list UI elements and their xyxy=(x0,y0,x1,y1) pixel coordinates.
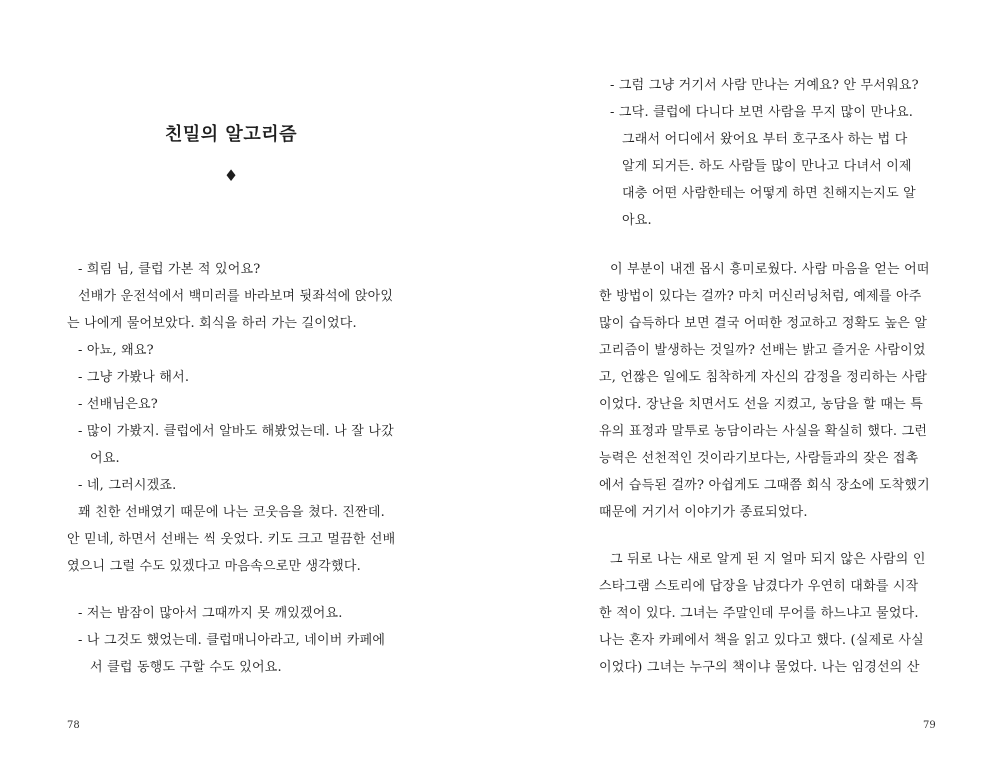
body-line: 한 방법이 있다는 걸까? 마치 머신러닝처럼, 예제를 아주 xyxy=(599,289,922,304)
body-line: 꽤 친한 선배였기 때문에 나는 코웃음을 쳤다. 진짠데. xyxy=(78,505,385,520)
body-line: 선배가 운전석에서 백미러를 바라보며 뒷좌석에 앉아있 xyxy=(78,289,394,304)
body-line: 어요. xyxy=(90,451,120,466)
body-line: - 선배님은요? xyxy=(78,397,158,412)
body-line: - 희림 님, 클럽 가본 적 있어요? xyxy=(78,262,261,277)
body-line: 나는 혼자 카페에서 책을 읽고 있다고 했다. (실제로 사실 xyxy=(599,633,924,648)
diamond-ornament-icon: ♦ xyxy=(223,166,239,185)
body-line: 안 믿네, 하면서 선배는 씩 웃었다. 키도 크고 멀끔한 선배 xyxy=(67,532,396,547)
body-line: - 네, 그러시겠죠. xyxy=(78,478,177,493)
body-line: - 그닥. 클럽에 다니다 보면 사람을 무지 많이 만나요. xyxy=(610,105,914,120)
body-line: 대충 어떤 사람한테는 어떻게 하면 친해지는지도 알 xyxy=(622,186,916,201)
body-line: - 저는 밤잠이 많아서 그때까지 못 깨있겠어요. xyxy=(78,606,343,621)
body-line: - 많이 가봤지. 클럽에서 알바도 해봤었는데. 나 잘 나갔 xyxy=(78,424,394,439)
body-line: 많이 습득하다 보면 결국 어떠한 정교하고 정확도 높은 알 xyxy=(599,316,928,331)
body-line: 그래서 어디에서 왔어요 부터 호구조사 하는 법 다 xyxy=(622,132,908,147)
right-page xyxy=(500,0,1000,781)
body-line: 이었다) 그녀는 누구의 책이냐 물었다. 나는 임경선의 산 xyxy=(599,660,920,675)
body-line: 이 부분이 내겐 몹시 흥미로웠다. 사람 마음을 얻는 어떠 xyxy=(610,262,930,277)
body-line: 였으니 그럴 수도 있겠다고 마음속으로만 생각했다. xyxy=(67,559,361,574)
body-line: - 그럼 그냥 거기서 사람 만나는 거예요? 안 무서워요? xyxy=(610,78,919,93)
body-line: 고리즘이 발생하는 것일까? 선배는 밝고 즐거운 사람이었 xyxy=(599,343,926,358)
body-line: 한 적이 있다. 그녀는 주말인데 무어를 하느냐고 물었다. xyxy=(599,606,919,621)
body-line: 에서 습득된 걸까? 아쉽게도 그때쯤 회식 장소에 도착했기 xyxy=(599,478,930,493)
body-line: - 그냥 가봤나 해서. xyxy=(78,370,190,385)
body-line: 서 클럽 동행도 구할 수도 있어요. xyxy=(90,660,282,675)
chapter-title: 친밀의 알고리즘 xyxy=(165,124,297,145)
page-number: 79 xyxy=(923,720,936,731)
body-line: - 나 그것도 했었는데. 클럽매니아라고, 네이버 카페에 xyxy=(78,633,386,648)
body-line: 알게 되거든. 하도 사람들 많이 만나고 다녀서 이제 xyxy=(622,159,912,174)
body-line: 고, 언짢은 일에도 침착하게 자신의 감정을 정리하는 사람 xyxy=(599,370,928,385)
body-line: 스타그램 스토리에 답장을 남겼다가 우연히 대화를 시작 xyxy=(599,579,919,594)
body-line: 능력은 선천적인 것이라기보다는, 사람들과의 잦은 접촉 xyxy=(599,451,919,466)
body-line: 유의 표정과 말투로 농담이라는 사실을 확실히 했다. 그런 xyxy=(599,424,928,439)
body-line: 아요. xyxy=(622,213,652,228)
page-number: 78 xyxy=(67,720,80,731)
body-line: 때문에 거기서 이야기가 종료되었다. xyxy=(599,505,808,520)
body-line: 는 나에게 물어보았다. 회식을 하러 가는 길이었다. xyxy=(67,316,357,331)
body-line: 이었다. 장난을 치면서도 선을 지켰고, 농담을 할 때는 특 xyxy=(599,397,923,412)
body-line: 그 뒤로 나는 새로 알게 된 지 얼마 되지 않은 사람의 인 xyxy=(610,552,926,567)
body-line: - 아뇨, 왜요? xyxy=(78,343,154,358)
